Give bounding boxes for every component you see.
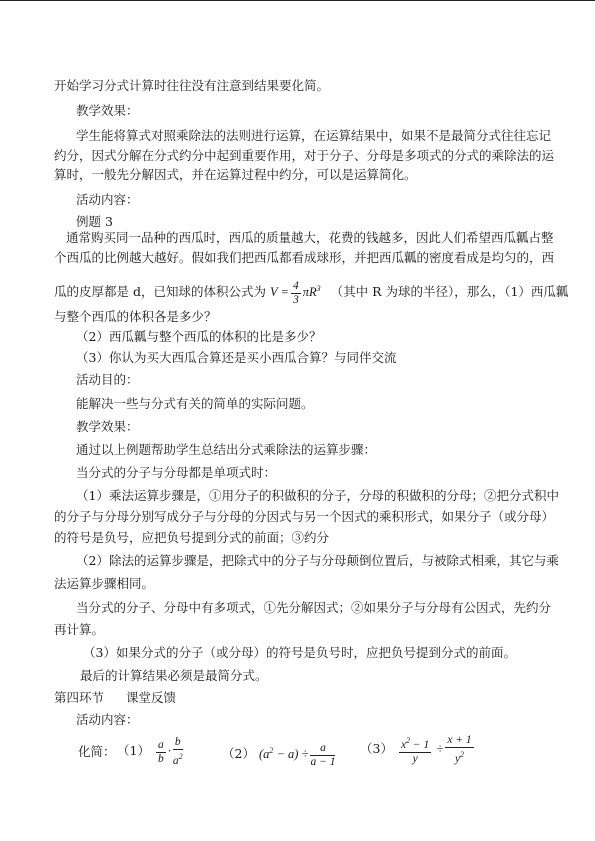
- heading-activity-content: 活动内容：: [76, 192, 139, 207]
- text-line: 开始学习分式计算时往往没有注意到结果要化简。: [54, 78, 330, 93]
- problem-number: （3）: [360, 741, 393, 756]
- text-segment: 瓜的皮厚都是 d，已知球的体积公式为: [54, 284, 266, 300]
- text-line: （2）西瓜瓤与整个西瓜的体积的比是多少？: [76, 329, 322, 344]
- problem-3-formula: $\frac{x^2 - 1}{y}$ ÷ $\frac{x + 1}{y^2}$: [400, 734, 472, 766]
- text-line: 与整个西瓜的体积各是多少？: [54, 309, 217, 324]
- section-number: 第四环节: [54, 690, 105, 705]
- heading-teaching-effect: 教学效果：: [76, 103, 139, 118]
- text-segment: （其中 R 为球的半径），那么，（1）西瓜瓤: [330, 284, 569, 300]
- volume-formula: V = $\frac{4}{3}$ $\pi R^3$: [269, 279, 321, 306]
- problem-number: （2）: [222, 746, 255, 762]
- text-line: 当分式的分子与分母都是单项式时：: [76, 465, 277, 480]
- problem-1: [117, 731, 185, 771]
- problem-1-formula: $\frac{a}{b}$ · $\frac{b}{a^2}$: [157, 736, 183, 768]
- text-line: 约分，因式分解在分式约分中起到重要作用，对于分子、分母是多项式的分式的乘除法的运: [54, 148, 555, 163]
- problem-3: [360, 728, 476, 770]
- text-line: 当分式的分子、分母中有多项式，①先分解因式；②如果分子与分母有公因式，先约分: [76, 600, 552, 615]
- text-line: 通常购买同一品种的西瓜时，西瓜的质量越大，花费的钱越多，因此人们希望西瓜瓤占整: [66, 230, 554, 245]
- heading-teaching-effect: 教学效果：: [76, 419, 139, 434]
- section-heading: [54, 690, 176, 706]
- heading-activity-goal: 活动目的：: [76, 372, 139, 387]
- text-line: 学生能将算式对照乘除法的法则进行运算，在运算结果中，如果不是最简分式往往忘记: [76, 128, 552, 143]
- example-title: 例题 3: [76, 214, 113, 229]
- text-line: 能解决一些与分式有关的简单的实际问题。: [76, 396, 314, 411]
- text-line: 最后的计算结果必须是最简分式。: [80, 668, 268, 683]
- simplify-label: 化简：: [78, 744, 116, 759]
- text-line: 个西瓜的比例越大越好。假如我们把西瓜都看成球形，并把西瓜瓤的密度看成是均匀的，西: [54, 250, 555, 265]
- problem-2-formula: $(a^2 - a)$ ÷ $\frac{a}{a - 1}$: [258, 741, 336, 768]
- problem-2: [222, 731, 337, 774]
- text-line-with-formula: [54, 276, 568, 307]
- section-title: 课堂反馈: [126, 690, 177, 705]
- text-line: 的分子与分母分别写成分子与分母的分因式与另一个因式的乘积形式，如果分子（或分母）: [54, 509, 555, 524]
- text-line: 法运算步骤相同。: [54, 576, 155, 591]
- problem-number: （1）: [117, 743, 150, 758]
- text-line: 的符号是负号，应把负号提到分式的前面；③约分: [54, 530, 330, 545]
- text-line: 再计算。: [54, 622, 105, 637]
- text-line: （3）如果分式的分子（或分母）的符号是负号时，应把负号提到分式的前面。: [83, 645, 516, 660]
- text-line: 算时，一般先分解因式，并在运算过程中约分，可以是运算简化。: [54, 167, 417, 182]
- text-line: （2）除法的运算步骤是，把除式中的分子与分母颠倒位置后，与被除式相乘，其它与乘: [76, 553, 559, 568]
- heading-activity-content: 活动内容：: [76, 712, 139, 727]
- page-top-border: [0, 0, 595, 1]
- text-line: 通过以上例题帮助学生总结出分式乘除法的运算步骤：: [76, 442, 377, 457]
- text-line: （1）乘法运算步骤是，①用分子的积做积的分子，分母的积做积的分母；②把分式积中: [76, 488, 559, 503]
- text-line: （3）你认为买大西瓜合算还是买小西瓜合算？与同伴交流: [76, 350, 397, 365]
